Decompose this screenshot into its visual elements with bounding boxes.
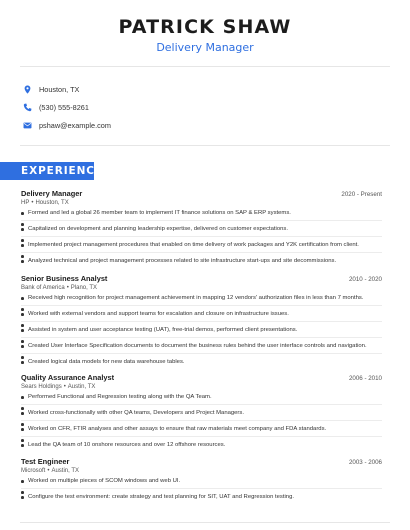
separator-dot: • bbox=[31, 200, 34, 206]
contact-phone bbox=[22, 100, 89, 114]
job-bullet: Received high recognition for project management achievement in mapping 12 vendors' authorization files in less than 7 months. bbox=[21, 294, 382, 302]
job-title: Senior Business Analyst bbox=[21, 274, 108, 283]
job-entry bbox=[21, 373, 382, 449]
bullet-divider bbox=[21, 321, 382, 322]
experience-section-heading: EXPERIENCE bbox=[0, 162, 94, 180]
job-location: Austin, TX bbox=[67, 384, 96, 390]
job-entry bbox=[21, 189, 382, 265]
job-header bbox=[21, 373, 382, 384]
job-dates: 2003 - 2006 bbox=[348, 459, 382, 466]
job-company: Sears Holdings bbox=[21, 384, 62, 390]
job-bullet-list bbox=[21, 209, 382, 265]
contact-email[interactable] bbox=[22, 118, 111, 132]
job-bullet-list bbox=[21, 294, 382, 366]
job-bullet: Analyzed technical and project management processes related to site infrastructure start-ups and site decommissions. bbox=[21, 257, 382, 265]
job-bullet: Worked on CFR, FTIR analyses and other assays to ensure that raw materials meet company and FDA standards. bbox=[21, 425, 382, 433]
separator-dot: • bbox=[47, 468, 50, 474]
candidate-name: PATRICK SHAW bbox=[118, 16, 292, 38]
job-title: Test Engineer bbox=[21, 457, 70, 466]
job-location: Austin, TX bbox=[51, 468, 80, 474]
bullet-divider bbox=[21, 220, 382, 221]
separator-dot: • bbox=[66, 285, 69, 291]
job-entry bbox=[21, 457, 382, 501]
job-bullet: Performed Functional and Regression testing along with the QA Team. bbox=[21, 393, 382, 401]
job-dates: 2006 - 2010 bbox=[348, 375, 382, 382]
bullet-divider bbox=[21, 305, 382, 306]
job-bullet-list bbox=[21, 393, 382, 449]
job-bullet: Worked with external vendors and support teams for escalation and closure on infrastructure issues. bbox=[21, 310, 382, 318]
job-company: Microsoft bbox=[21, 468, 46, 474]
phone-text: (530) 555-8261 bbox=[39, 102, 89, 112]
envelope-icon bbox=[22, 121, 32, 130]
job-company: HP bbox=[21, 200, 30, 206]
job-bullet: Implemented project management procedures that enabled on time delivery of work packages and Y2K certification from client. bbox=[21, 241, 382, 249]
job-bullet: Created logical data models for new data warehouse tables. bbox=[21, 358, 382, 366]
location-text: Houston, TX bbox=[39, 84, 80, 94]
separator-dot: • bbox=[63, 384, 66, 390]
job-entry bbox=[21, 274, 382, 366]
job-bullet: Formed and led a global 26 member team to implement IT finance solutions on SAP & ERP systems. bbox=[21, 209, 382, 217]
bullet-divider bbox=[21, 436, 382, 437]
job-header bbox=[21, 189, 382, 200]
location-pin-icon bbox=[22, 85, 32, 94]
job-dates: 2020 - Present bbox=[341, 191, 382, 198]
job-bullet: Lead the QA team of 10 onshore resources and over 12 offshore resources. bbox=[21, 441, 382, 449]
job-company-line bbox=[21, 200, 382, 209]
job-company: Bank of America bbox=[21, 285, 65, 291]
bullet-divider bbox=[21, 353, 382, 354]
job-location: Houston, TX bbox=[35, 200, 69, 206]
job-location: Plano, TX bbox=[70, 285, 98, 291]
job-title: Quality Assurance Analyst bbox=[21, 373, 115, 382]
candidate-title: Delivery Manager bbox=[156, 41, 254, 54]
job-bullet: Capitalized on development and planning leadership expertise, delivered on customer expectations. bbox=[21, 225, 382, 233]
contact-location bbox=[22, 82, 79, 96]
job-bullet-list bbox=[21, 477, 382, 501]
job-company-line bbox=[21, 384, 382, 393]
job-company-line bbox=[21, 285, 382, 294]
job-bullet: Worked cross-functionally with other QA teams, Developers and Project Managers. bbox=[21, 409, 382, 417]
bullet-divider bbox=[21, 488, 382, 489]
job-company-line bbox=[21, 468, 382, 477]
bullet-divider bbox=[21, 252, 382, 253]
phone-icon bbox=[22, 103, 32, 112]
job-bullet: Configure the test environment: create strategy and test planning for SIT, UAT and Regression testing. bbox=[21, 493, 382, 501]
job-bullet: Created User Interface Specification documents to document the business rules behind the user interface controls and navigation. bbox=[21, 342, 382, 350]
header-divider bbox=[20, 66, 390, 67]
footer-divider bbox=[20, 522, 390, 523]
job-header bbox=[21, 457, 382, 468]
bullet-divider bbox=[21, 404, 382, 405]
job-title: Delivery Manager bbox=[21, 189, 83, 198]
job-header bbox=[21, 274, 382, 285]
bullet-divider bbox=[21, 236, 382, 237]
bullet-divider bbox=[21, 420, 382, 421]
contact-divider bbox=[20, 145, 390, 146]
job-bullet: Assisted in system and user acceptance testing (UAT), free-trial demos, performed client presentations. bbox=[21, 326, 382, 334]
job-dates: 2010 - 2020 bbox=[348, 276, 382, 283]
bullet-divider bbox=[21, 337, 382, 338]
job-bullet: Worked on multiple pieces of SCOM windows and web UI. bbox=[21, 477, 382, 485]
email-text[interactable]: pshaw@example.com bbox=[39, 120, 111, 130]
